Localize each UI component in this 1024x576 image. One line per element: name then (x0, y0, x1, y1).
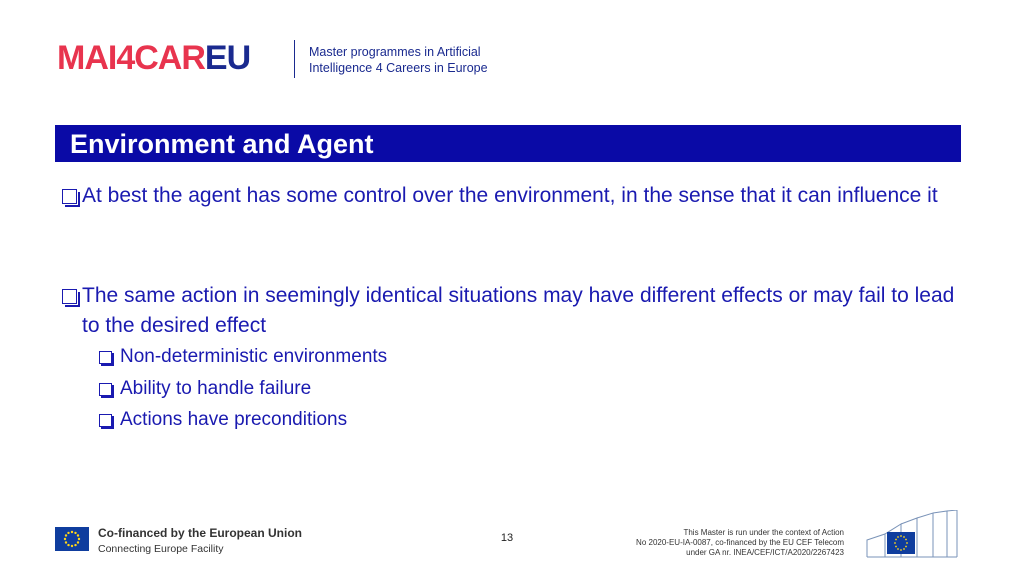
page-number: 13 (500, 532, 514, 544)
european-commission-logo (865, 510, 960, 558)
sub-bullet-text: Ability to handle failure (120, 378, 312, 399)
logo-part-eu: EU (204, 39, 251, 77)
sub-bullet-item (99, 408, 347, 432)
mai4careu-logo (57, 38, 250, 78)
disclaimer-line-1: This Master is run under the context of Action (683, 528, 844, 537)
bullet-item (62, 181, 942, 211)
bullet-item (62, 281, 962, 341)
funding-disclaimer (636, 528, 844, 558)
sub-bullet-item (99, 345, 387, 369)
sub-bullet-item (99, 377, 311, 401)
cofinanced-label: Co-financed by the European Union (98, 526, 303, 540)
checkbox-bullet-icon (99, 414, 112, 427)
tagline-line-2: Intelligence 4 Careers in Europe (309, 61, 488, 75)
cef-label: Connecting Europe Facility (98, 543, 224, 555)
sub-bullet-text: Non-deterministic environments (120, 346, 388, 367)
logo-divider (294, 40, 295, 78)
disclaimer-line-2: No 2020-EU-IA-0087, co-financed by the EU CEF Telecom (636, 538, 844, 547)
checkbox-bullet-icon (62, 289, 77, 304)
header-tagline (309, 44, 488, 76)
checkbox-bullet-icon (99, 383, 112, 396)
sub-bullet-text: Actions have preconditions (120, 409, 348, 430)
tagline-line-1: Master programmes in Artificial (309, 45, 481, 59)
bullet-text: At best the agent has some control over the environment, in the sense that it can influence it (82, 184, 938, 207)
bullet-text: The same action in seemingly identical situations may have different effects or may fail to lead to the desired effect (82, 284, 955, 337)
logo-part-i4car: I4CAR (107, 39, 205, 77)
disclaimer-line-3: under GA nr. INEA/CEF/ICT/A2020/2267423 (686, 548, 844, 557)
logo-part-ma: MA (57, 39, 108, 77)
eu-flag-icon (55, 527, 89, 551)
checkbox-bullet-icon (99, 351, 112, 364)
checkbox-bullet-icon (62, 189, 77, 204)
slide-title: Environment and Agent (70, 129, 374, 159)
title-bar (55, 125, 961, 162)
